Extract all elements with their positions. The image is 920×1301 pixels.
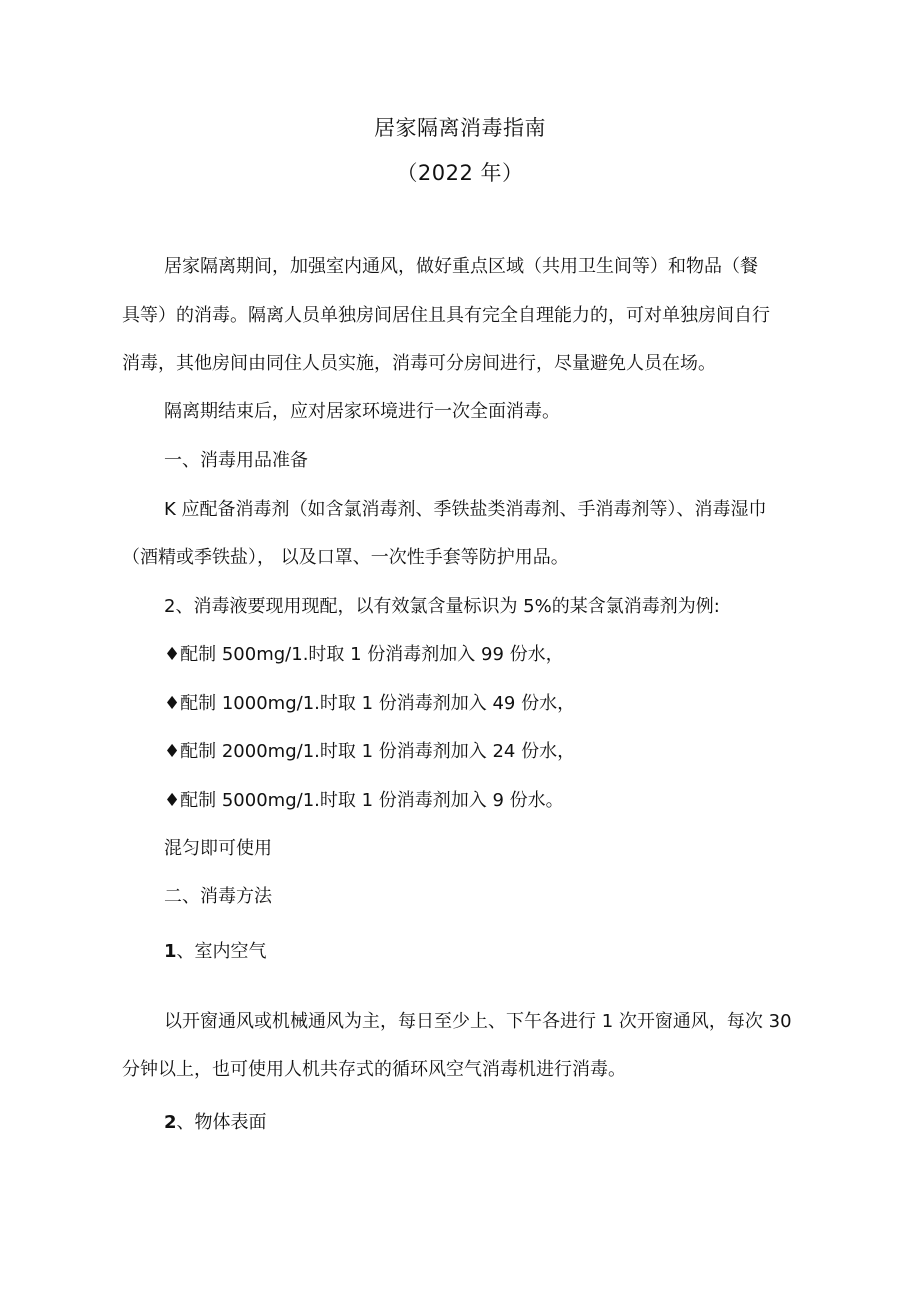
section-heading: 一、消毒用品准备 — [164, 450, 308, 471]
paragraph-line: 分钟以上，也可使用人机共存式的循环风空气消毒机进行消毒。 — [122, 1059, 626, 1080]
paragraph-line: 消毒，其他房间由同住人员实施，消毒可分房间进行，尽量避免人员在场。 — [122, 353, 716, 374]
paragraph-line: （酒精或季铁盐）， 以及口罩、一次性手套等防护用品。 — [122, 547, 569, 568]
paragraph-line: 2、消毒液要现用现配，以有效氯含量标识为 5%的某含氯消毒剂为例: — [164, 596, 720, 617]
dilution-item: ♦配制 500mg∕1.时取 1 份消毒剂加入 99 份水， — [164, 644, 564, 665]
subsection-label: 、室内空气 — [176, 941, 267, 962]
paragraph-line: 混匀即可使用 — [164, 838, 272, 859]
dilution-item: ♦配制 2000mg∕1.时取 1 份消毒剂加入 24 份水， — [164, 741, 576, 762]
document-subtitle: （2022 年） — [396, 161, 524, 185]
subsection-number: 1 — [164, 941, 177, 962]
dilution-item: ♦配制 1000mg∕1.时取 1 份消毒剂加入 49 份水， — [164, 693, 576, 714]
section-heading: 二、消毒方法 — [164, 886, 272, 907]
subsection-heading — [164, 938, 854, 966]
paragraph-line: 隔离期结束后，应对居家环境进行一次全面消毒。 — [164, 401, 560, 422]
paragraph-line: 以开窗通风或机械通风为主，每日至少上、下午各进行 1 次开窗通风，每次 30 — [164, 1011, 792, 1032]
subsection-label: 、物体表面 — [176, 1112, 267, 1133]
dilution-item: ♦配制 5000mg∕1.时取 1 份消毒剂加入 9 份水。 — [164, 790, 564, 811]
subsection-number: 2 — [164, 1112, 177, 1133]
paragraph-line: K 应配备消毒剂（如含氯消毒剂、季铁盐类消毒剂、手消毒剂等）、消毒湿巾 — [164, 499, 767, 520]
document-title: 居家隔离消毒指南 — [374, 116, 546, 140]
subsection-heading — [164, 1109, 854, 1137]
paragraph-line: 具等）的消毒。隔离人员单独房间居住且具有完全自理能力的，可对单独房间自行 — [122, 305, 770, 326]
paragraph-line: 居家隔离期间，加强室内通风，做好重点区域（共用卫生间等）和物品（餐 — [164, 256, 758, 277]
